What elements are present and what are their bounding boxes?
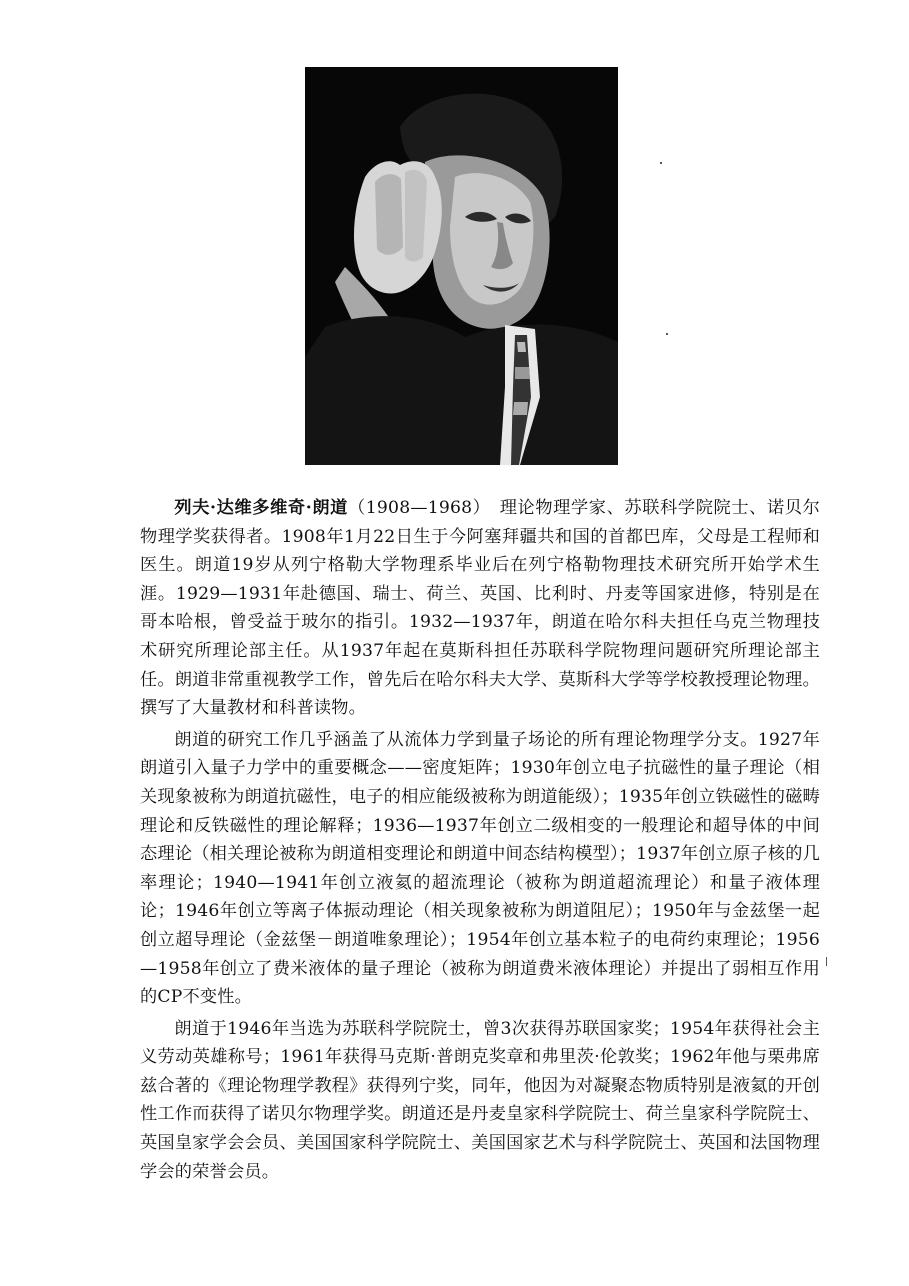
biography-text (140, 494, 820, 1189)
scan-speck (660, 162, 662, 164)
scan-speck (826, 957, 827, 966)
portrait-photo (305, 67, 618, 465)
lifespan: （1908—1968） (347, 498, 482, 518)
biography-paragraph-3: 朗道于1946年当选为苏联科学院院士，曾3次获得苏联国家奖；1954年获得社会主义劳动英雄称号；1961年获得马克斯·普朗克奖章和弗里茨·伦敦奖；1962年他与栗弗席兹合著的《理论物理学教程》获得列宁奖，同年，他因为对凝聚态物质特别是液氦的开创性工作而获得了诺贝尔物理学奖。朗道还是丹麦皇家科学院院士、荷兰皇家科学院院士、英国皇家学会会员、美国国家科学院院士、美国国家艺术与科学院院士、英国和法国物理学会的荣誉会员。 (140, 1018, 820, 1182)
scan-speck (666, 333, 668, 335)
biography-paragraph-1 (140, 494, 820, 723)
portrait-image (305, 67, 618, 465)
person-name: 列夫·达维多维奇·朗道 (174, 498, 348, 518)
paragraph-1-body: 理论物理学家、苏联科学院院士、诺贝尔物理学奖获得者。1908年1月22日生于今阿塞拜疆共和国的首都巴库，父母是工程师和医生。朗道19岁从列宁格勒大学物理系毕业后在列宁格勒物理技术研究所开始学术生涯。1929—1931年赴德国、瑞士、荷兰、英国、比利时、丹麦等国家进修，特别是在哥本哈根，曾受益于玻尔的指引。1932—1937年，朗道在哈尔科夫担任乌克兰物理技术研究所理论部主任。从1937年起在莫斯科担任苏联科学院物理问题研究所理论部主任。朗道非常重视教学工作，曾先后在哈尔科夫大学、莫斯科大学等学校教授理论物理。撰写了大量教材和科普读物。 (140, 498, 820, 719)
biography-paragraph-2: 朗道的研究工作几乎涵盖了从流体力学到量子场论的所有理论物理学分支。1927年朗道引入量子力学中的重要概念——密度矩阵；1930年创立电子抗磁性的量子理论（相关现象被称为朗道抗磁性，电子的相应能级被称为朗道能级）；1935年创立铁磁性的磁畴理论和反铁磁性的理论解释；1936—1937年创立二级相变的一般理论和超导体的中间态理论（相关理论被称为朗道相变理论和朗道中间态结构模型）；1937年创立原子核的几率理论；1940—1941年创立液氦的超流理论（被称为朗道超流理论）和量子液体理论；1946年创立等离子体振动理论（相关现象被称为朗道阻尼）；1950年与金兹堡一起创立超导理论（金兹堡－朗道唯象理论）；1954年创立基本粒子的电荷约束理论；1956—1958年创立了费米液体的量子理论（被称为朗道费米液体理论）并提出了弱相互作用的CP不变性。 (140, 729, 820, 1008)
